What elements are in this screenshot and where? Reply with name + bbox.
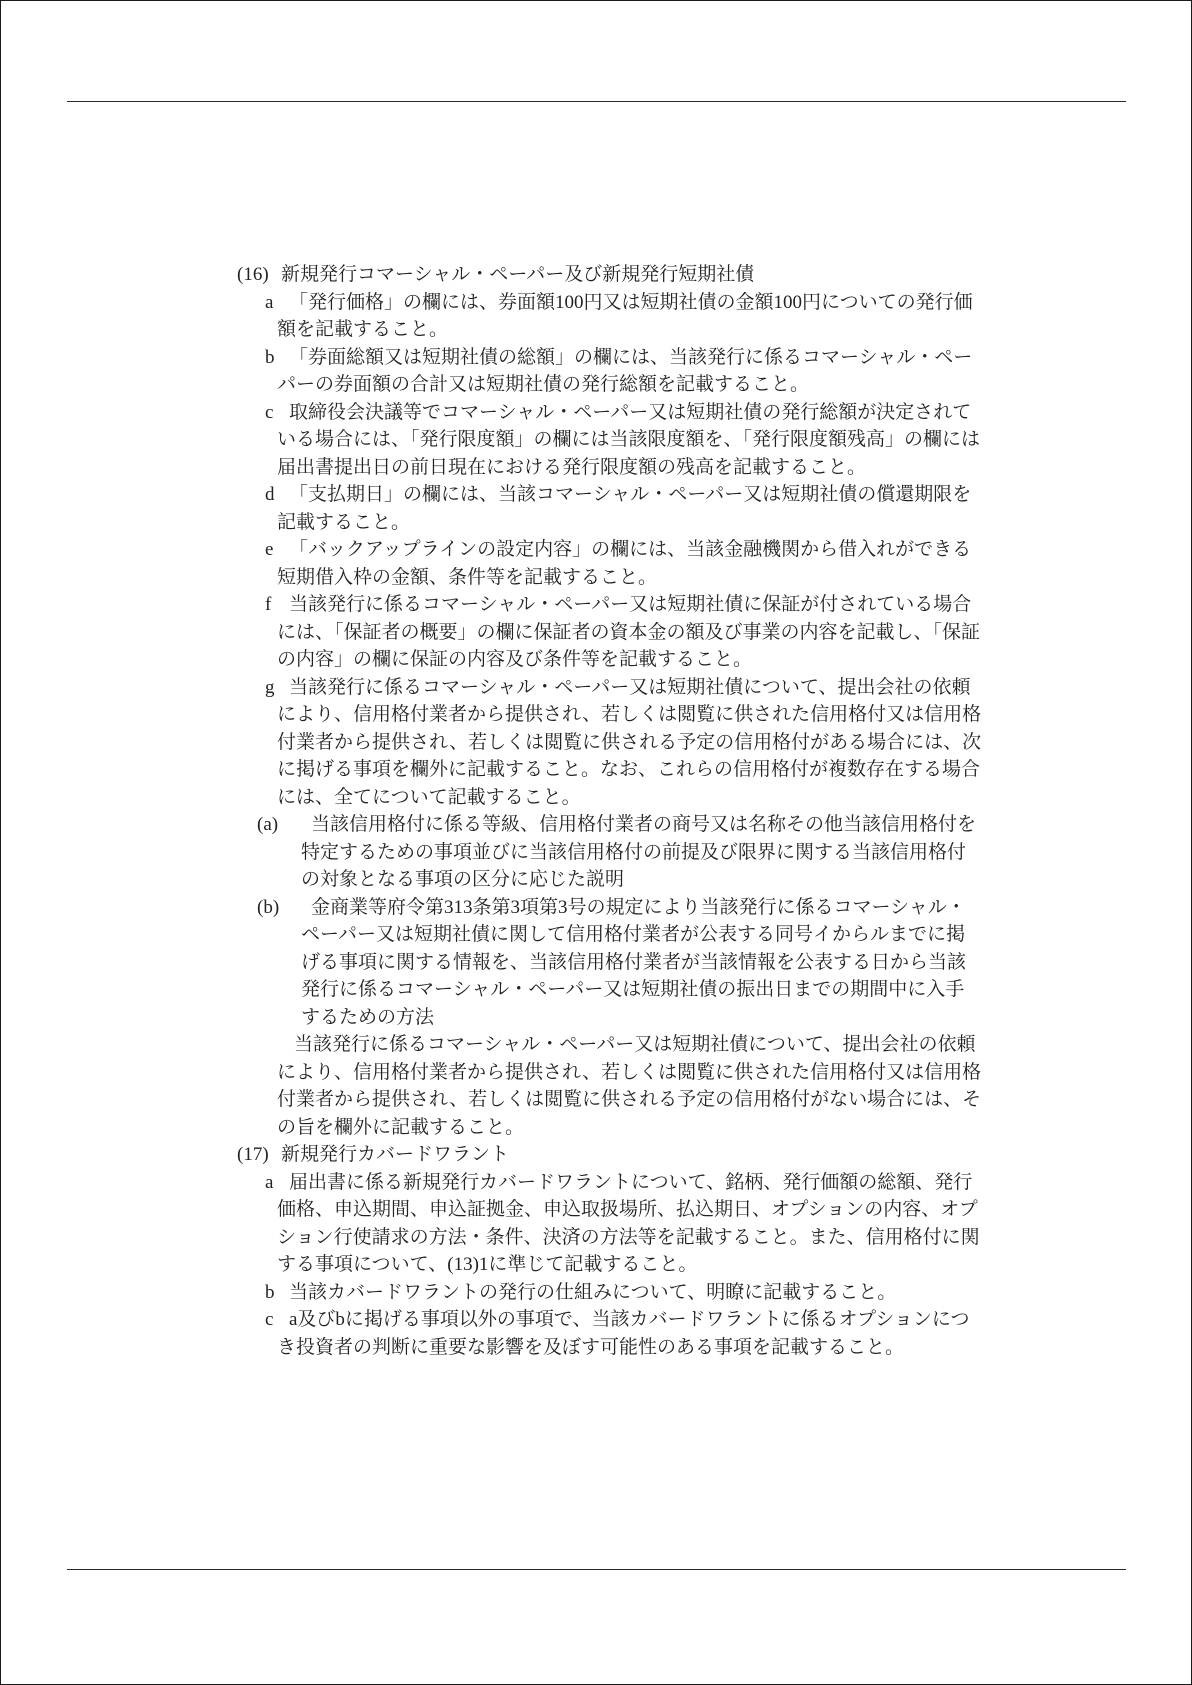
text-line: 当該発行に係るコマーシャル・ペーパー又は短期社債について、提出会社の依頼	[289, 676, 971, 698]
text-line: する事項について、(13)1に準じて記載すること。	[277, 1254, 698, 1275]
text-line: には、「保証者の概要」の欄に保証者の資本金の額及び事業の内容を記載し、「保証	[277, 621, 981, 643]
text-line: 短期借入枠の金額、条件等を記載すること。	[277, 566, 658, 588]
item-17-c	[237, 1306, 977, 1361]
footer-rule	[67, 1569, 1126, 1570]
item-marker: g	[265, 676, 275, 698]
text-line: 届出書に係る新規発行カバードワラントについて、銘柄、発行価額の総額、発行	[289, 1171, 973, 1193]
text-line: 「発行価格」の欄には、券面額100円又は短期社債の金額100円についての発行価	[289, 291, 973, 313]
paragraph-16-g-note	[237, 1031, 982, 1141]
text-line: の内容」の欄に保証の内容及び条件等を記載すること。	[277, 649, 753, 670]
text-line: き投資者の判断に重要な影響を及ぼす可能性のある事項を記載すること。	[277, 1336, 905, 1358]
item-marker: a	[265, 291, 274, 313]
text-line: 金商業等府令第313条第3項第3号の規定により当該発行に係るコマーシャル・	[311, 896, 966, 918]
text-line: ション行使請求の方法・条件、決済の方法等を記載すること。また、信用格付に関	[277, 1226, 980, 1248]
text-line: 当該カバードワラントの発行の仕組みについて、明瞭に記載すること。	[289, 1281, 897, 1303]
item-17-b	[237, 1279, 977, 1307]
item-16-a	[237, 289, 977, 344]
document-body	[237, 261, 982, 1361]
item-marker: b	[265, 346, 275, 368]
item-16-e	[237, 536, 977, 591]
text-line: a及びbに掲げる事項以外の事項で、当該カバードワラントに係るオプションにつ	[289, 1309, 970, 1330]
item-marker: b	[265, 1281, 275, 1303]
section-17-heading	[237, 1141, 977, 1169]
item-16-c	[237, 399, 981, 482]
item-16-b	[237, 344, 977, 399]
text-line: 当該信用格付に係る等級、信用格付業者の商号又は名称その他当該信用格付を	[311, 814, 977, 835]
item-16-g	[237, 674, 982, 812]
item-marker: e	[265, 539, 274, 560]
subitem-marker: (b)	[257, 896, 280, 918]
text-line: により、信用格付業者から提供され、若しくは閲覧に供された信用格付又は信用格	[277, 704, 982, 725]
text-line: パーの券面額の合計又は短期社債の発行総額を記載すること。	[277, 374, 810, 395]
text-line: げる事項に関する情報を、当該信用格付業者が当該情報を公表する日から当該	[301, 951, 967, 973]
text-line: の対象となる事項の区分に応じた説明	[301, 869, 625, 890]
section-16-heading	[237, 261, 977, 289]
text-line: 発行に係るコマーシャル・ペーパー又は短期社債の振出日までの期間中に入手	[301, 979, 965, 1000]
item-marker: c	[265, 401, 274, 423]
header-rule	[67, 101, 1126, 102]
item-16-f	[237, 591, 981, 674]
text-line: いる場合には、「発行限度額」の欄には当該限度額を、「発行限度額残高」の欄には	[277, 429, 981, 450]
text-line: 特定するための事項並びに当該信用格付の前提及び限界に関する当該信用格付	[301, 841, 967, 863]
text-line: 付業者から提供され、若しくは閲覧に供される予定の信用格付がある場合には、次	[277, 731, 982, 753]
section-number: (16)	[237, 264, 269, 285]
item-marker: c	[265, 1309, 274, 1330]
section-title: 新規発行コマーシャル・ペーパー及び新規発行短期社債	[281, 264, 755, 285]
section-title: 新規発行カバードワラント	[281, 1144, 510, 1165]
text-line: の旨を欄外に記載すること。	[277, 1116, 525, 1138]
text-line: に掲げる事項を欄外に記載すること。なお、これらの信用格付が複数存在する場合	[277, 759, 981, 780]
section-number: (17)	[237, 1144, 269, 1165]
subitem-16-g-a	[237, 811, 977, 894]
text-line: 「券面総額又は短期社債の総額」の欄には、当該発行に係るコマーシャル・ペー	[289, 346, 973, 368]
text-line: 「支払期日」の欄には、当該コマーシャル・ペーパー又は短期社債の償還期限を	[289, 484, 972, 505]
text-line: 付業者から提供され、若しくは閲覧に供される予定の信用格付がない場合には、そ	[277, 1089, 982, 1110]
item-17-a	[237, 1169, 980, 1279]
text-line: 記載すること。	[277, 511, 411, 533]
item-marker: a	[265, 1171, 274, 1193]
text-line: により、信用格付業者から提供され、若しくは閲覧に供された信用格付又は信用格	[277, 1061, 982, 1083]
item-marker: d	[265, 484, 275, 505]
text-line: ペーパー又は短期社債に関して信用格付業者が公表する同号イからルまでに掲	[301, 924, 966, 945]
text-line: 額を記載すること。	[277, 319, 449, 340]
subitem-marker: (a)	[257, 814, 279, 835]
text-line: するための方法	[301, 1006, 435, 1028]
item-16-d	[237, 481, 977, 536]
text-line: 価格、申込期間、申込証拠金、申込取扱場所、払込期日、オプションの内容、オプ	[277, 1199, 978, 1220]
item-marker: f	[265, 594, 272, 615]
text-line: 当該発行に係るコマーシャル・ペーパー又は短期社債について、提出会社の依頼	[294, 1034, 976, 1055]
text-line: 届出書提出日の前日現在における発行限度額の残高を記載すること。	[277, 456, 867, 478]
text-line: 取締役会決議等でコマーシャル・ペーパー又は短期社債の発行総額が決定されて	[289, 401, 972, 423]
subitem-16-g-b	[237, 894, 977, 1032]
text-line: 「バックアップラインの設定内容」の欄には、当該金融機関から借入れができる	[289, 539, 972, 560]
text-line: 当該発行に係るコマーシャル・ペーパー又は短期社債に保証が付されている場合	[289, 594, 972, 615]
text-line: には、全てについて記載すること。	[277, 786, 581, 808]
